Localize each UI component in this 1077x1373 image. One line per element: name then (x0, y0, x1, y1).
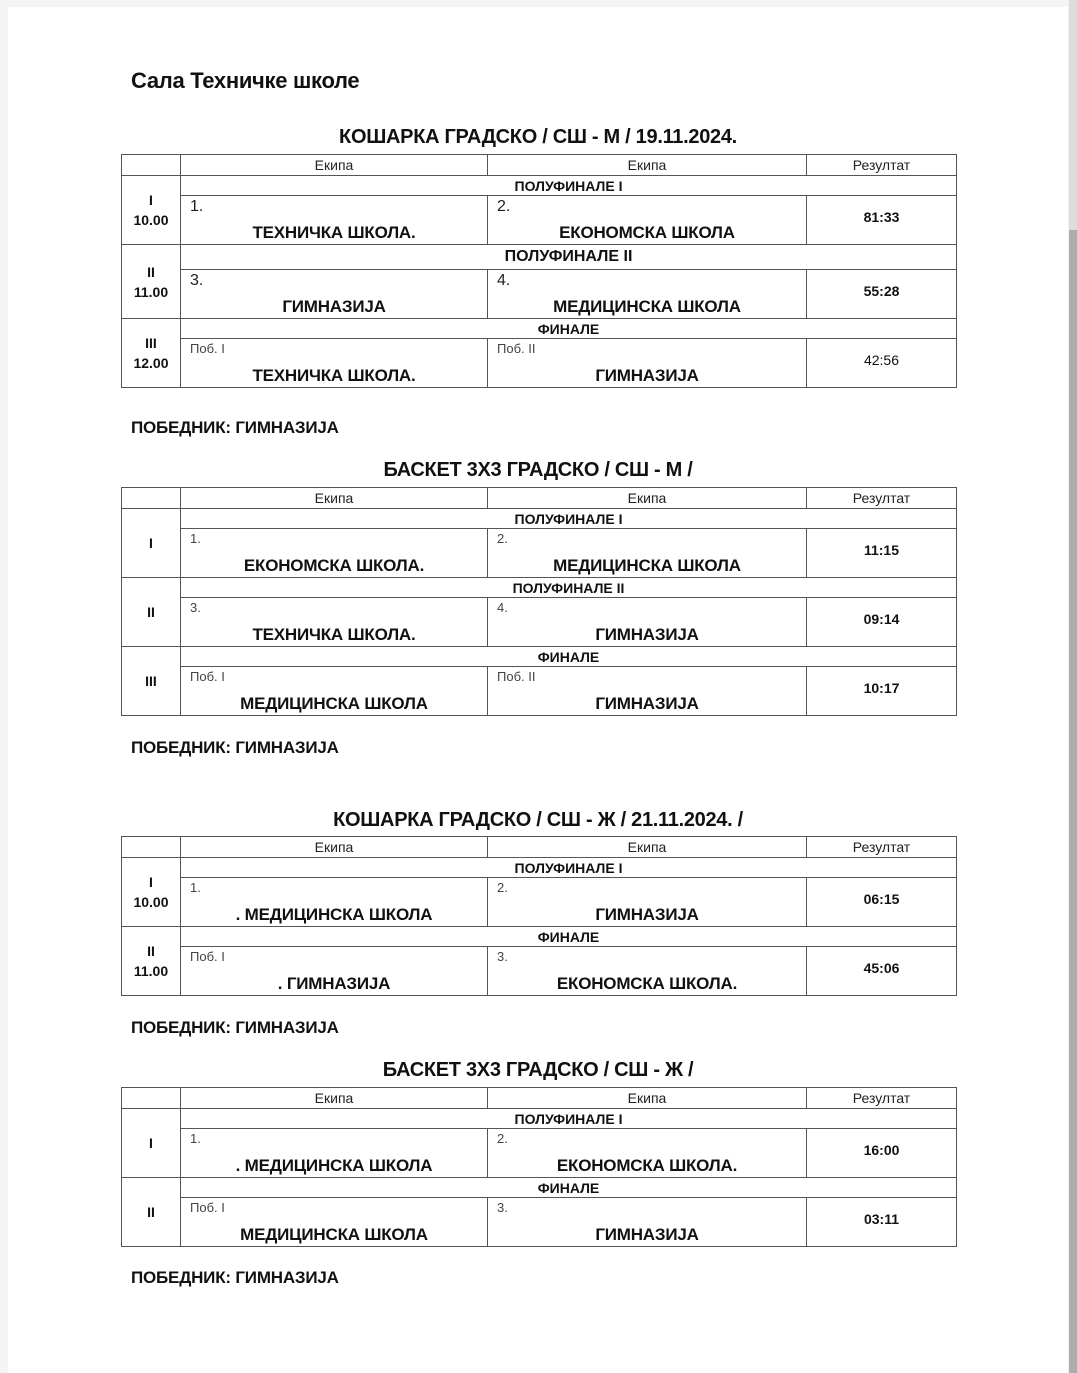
team1-name: МЕДИЦИНСКА ШКОЛА (240, 694, 428, 713)
team1-name: . МЕДИЦИНСКА ШКОЛА (235, 905, 433, 924)
bracket-table (121, 1087, 957, 1247)
bracket-table (121, 487, 957, 716)
tournament-title: КОШАРКА ГРАДСКО / СШ - М / 19.11.2024. (339, 126, 737, 148)
stage-row (122, 176, 957, 196)
round-cell (122, 1109, 181, 1178)
team1-name: ТЕХНИЧКА ШКОЛА. (252, 223, 416, 242)
round-cell (122, 578, 181, 647)
team2-seed: 2. (497, 880, 508, 895)
match-result: 09:14 (807, 598, 957, 647)
team1-name: ЕКОНОМСКА ШКОЛА. (243, 556, 425, 575)
team2-name: ГИМНАЗИЈА (595, 905, 699, 924)
winner-label: ПОБЕДНИК: ГИМНАЗИЈА (131, 1018, 339, 1037)
bracket-table (121, 836, 957, 996)
team2-seed: 3. (497, 1200, 508, 1215)
round-cell (122, 858, 181, 927)
winner-label: ПОБЕДНИК: ГИМНАЗИЈА (131, 738, 339, 757)
header-team1: Екипа (181, 837, 488, 858)
match-row (122, 598, 957, 647)
team1-seed: 1. (190, 198, 204, 215)
header-team2: Екипа (488, 155, 807, 176)
match-result: 42:56 (807, 339, 957, 388)
team1-cell (181, 1129, 488, 1178)
team2-seed: Поб. II (497, 341, 536, 356)
team2-cell (488, 270, 807, 319)
team1-cell (181, 529, 488, 578)
match-row (122, 947, 957, 996)
match-result: 03:11 (807, 1198, 957, 1247)
stage-label: ПОЛУФИНАЛЕ I (181, 176, 957, 196)
match-time: 12.00 (133, 355, 169, 371)
team2-name: ЕКОНОМСКА ШКОЛА. (556, 974, 738, 993)
stage-row (122, 319, 957, 339)
table-header-row (122, 837, 957, 858)
round-number: I (149, 874, 153, 890)
team2-cell (488, 598, 807, 647)
match-time: 11.00 (133, 963, 169, 979)
stage-label: ПОЛУФИНАЛЕ II (181, 245, 957, 270)
team1-cell (181, 878, 488, 927)
team2-cell (488, 339, 807, 388)
round-number: II (147, 943, 155, 959)
match-row (122, 878, 957, 927)
match-row (122, 1198, 957, 1247)
team2-seed: 2. (497, 531, 508, 546)
team1-name: ТЕХНИЧКА ШКОЛА. (252, 366, 416, 385)
table-header-row (122, 155, 957, 176)
team1-seed: Поб. I (190, 1200, 225, 1215)
match-row (122, 270, 957, 319)
team1-seed: 1. (190, 1131, 201, 1146)
team2-seed: 4. (497, 272, 511, 289)
stage-row (122, 245, 957, 270)
stage-label: ФИНАЛЕ (181, 927, 957, 947)
match-result: 10:17 (807, 667, 957, 716)
stage-label: ПОЛУФИНАЛЕ I (181, 1109, 957, 1129)
stage-row (122, 578, 957, 598)
round-cell (122, 1178, 181, 1247)
header-result: Резултат (807, 488, 957, 509)
team2-name: ЕКОНОМСКА ШКОЛА. (556, 1156, 738, 1175)
team2-name: ЕКОНОМСКА ШКОЛА (559, 223, 735, 242)
tournament-title: БАСКЕТ 3Х3 ГРАДСКО / СШ - Ж / (382, 1059, 694, 1081)
match-result: 16:00 (807, 1129, 957, 1178)
tournament-title: КОШАРКА ГРАДСКО / СШ - Ж / 21.11.2024. / (333, 809, 743, 831)
team2-name: МЕДИЦИНСКА ШКОЛА (553, 297, 741, 316)
header-team2: Екипа (488, 1088, 807, 1109)
round-cell (122, 176, 181, 245)
match-result: 81:33 (807, 196, 957, 245)
team2-cell (488, 878, 807, 927)
winner-label: ПОБЕДНИК: ГИМНАЗИЈА (131, 418, 339, 437)
team1-seed: 3. (190, 272, 204, 289)
match-time: 10.00 (133, 894, 169, 910)
match-row (122, 196, 957, 245)
team1-cell (181, 947, 488, 996)
bracket-table (121, 154, 957, 388)
round-cell (122, 509, 181, 578)
round-number: I (149, 192, 153, 208)
match-result: 11:15 (807, 529, 957, 578)
header-result: Резултат (807, 1088, 957, 1109)
round-number: III (145, 335, 157, 351)
round-number: II (147, 604, 155, 620)
team1-name: . ГИМНАЗИЈА (277, 974, 391, 993)
stage-label: ПОЛУФИНАЛЕ I (181, 858, 957, 878)
team2-cell (488, 1129, 807, 1178)
round-number: II (147, 263, 155, 280)
stage-row (122, 927, 957, 947)
round-number: I (149, 535, 153, 551)
stage-row (122, 1178, 957, 1198)
team1-seed: Поб. I (190, 949, 225, 964)
round-cell (122, 927, 181, 996)
team1-cell (181, 598, 488, 647)
team1-name: . МЕДИЦИНСКА ШКОЛА (235, 1156, 433, 1175)
match-result: 06:15 (807, 878, 957, 927)
stage-label: ПОЛУФИНАЛЕ II (181, 578, 957, 598)
round-cell (122, 245, 181, 319)
team2-name: ГИМНАЗИЈА (595, 694, 699, 713)
team1-cell (181, 667, 488, 716)
header-team2: Екипа (488, 488, 807, 509)
round-number: II (147, 1204, 155, 1220)
venue-title: Сала Техничке школе (131, 68, 360, 93)
team2-name: ГИМНАЗИЈА (595, 366, 699, 385)
team1-cell (181, 1198, 488, 1247)
team2-seed: 2. (497, 1131, 508, 1146)
stage-label: ФИНАЛЕ (181, 647, 957, 667)
team1-cell (181, 270, 488, 319)
match-row (122, 339, 957, 388)
scrollbar-thumb[interactable] (1069, 230, 1077, 1373)
team2-cell (488, 196, 807, 245)
team1-name: ГИМНАЗИЈА (282, 297, 386, 316)
header-round-cell (122, 837, 181, 858)
team1-seed: Поб. I (190, 341, 225, 356)
match-result: 55:28 (807, 270, 957, 319)
header-round-cell (122, 1088, 181, 1109)
stage-label: ФИНАЛЕ (181, 1178, 957, 1198)
header-team1: Екипа (181, 1088, 488, 1109)
stage-label: ПОЛУФИНАЛЕ I (181, 509, 957, 529)
team2-cell (488, 1198, 807, 1247)
team2-name: МЕДИЦИНСКА ШКОЛА (553, 556, 741, 575)
team1-name: МЕДИЦИНСКА ШКОЛА (240, 1225, 428, 1244)
team1-cell (181, 196, 488, 245)
stage-row (122, 647, 957, 667)
team2-name: ГИМНАЗИЈА (595, 625, 699, 644)
team2-name: ГИМНАЗИЈА (595, 1225, 699, 1244)
stage-label: ФИНАЛЕ (181, 319, 957, 339)
team1-name: ТЕХНИЧКА ШКОЛА. (252, 625, 416, 644)
header-team1: Екипа (181, 155, 488, 176)
header-team1: Екипа (181, 488, 488, 509)
team2-seed: 3. (497, 949, 508, 964)
team1-seed: 3. (190, 600, 201, 615)
team2-seed: 4. (497, 600, 508, 615)
match-row (122, 529, 957, 578)
team1-cell (181, 339, 488, 388)
table-header-row (122, 1088, 957, 1109)
match-time: 10.00 (133, 212, 169, 228)
round-cell (122, 647, 181, 716)
team2-cell (488, 947, 807, 996)
match-row (122, 667, 957, 716)
match-result: 45:06 (807, 947, 957, 996)
team1-seed: 1. (190, 531, 201, 546)
round-number: I (149, 1135, 153, 1151)
header-result: Резултат (807, 155, 957, 176)
team2-cell (488, 529, 807, 578)
header-result: Резултат (807, 837, 957, 858)
team2-seed: 2. (497, 198, 511, 215)
stage-row (122, 1109, 957, 1129)
team2-cell (488, 667, 807, 716)
round-cell (122, 319, 181, 388)
header-round-cell (122, 155, 181, 176)
team2-seed: Поб. II (497, 669, 536, 684)
team1-seed: Поб. I (190, 669, 225, 684)
stage-row (122, 509, 957, 529)
header-round-cell (122, 488, 181, 509)
tournament-title: БАСКЕТ 3Х3 ГРАДСКО / СШ - М / (383, 459, 693, 481)
team1-seed: 1. (190, 880, 201, 895)
match-row (122, 1129, 957, 1178)
header-team2: Екипа (488, 837, 807, 858)
stage-row (122, 858, 957, 878)
winner-label: ПОБЕДНИК: ГИМНАЗИЈА (131, 1268, 339, 1287)
round-number: III (145, 673, 157, 689)
table-header-row (122, 488, 957, 509)
match-time: 11.00 (133, 283, 169, 300)
